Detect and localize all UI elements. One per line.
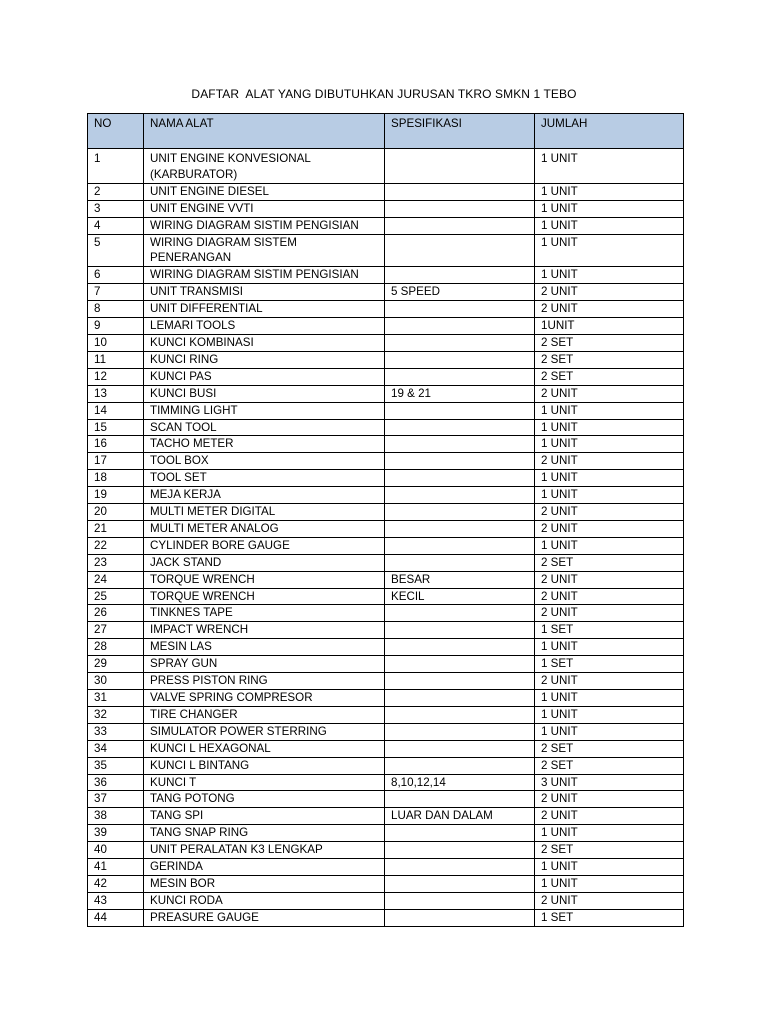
cell-qty: 1 UNIT (535, 859, 684, 876)
cell-name: UNIT TRANSMISI (144, 284, 385, 301)
table-row (88, 234, 684, 267)
cell-spec (385, 470, 535, 487)
table-row (88, 825, 684, 842)
cell-qty: 2 UNIT (535, 571, 684, 588)
cell-name: TORQUE WRENCH (144, 571, 385, 588)
cell-qty: 1 UNIT (535, 875, 684, 892)
cell-spec (385, 200, 535, 217)
table-row (88, 723, 684, 740)
cell-spec (385, 723, 535, 740)
cell-no: 37 (88, 791, 144, 808)
cell-qty: 1 UNIT (535, 723, 684, 740)
cell-spec (385, 892, 535, 909)
equipment-table (87, 113, 684, 927)
cell-name: MESIN BOR (144, 875, 385, 892)
cell-qty: 2 UNIT (535, 385, 684, 402)
cell-no: 2 (88, 183, 144, 200)
cell-spec (385, 183, 535, 200)
table-row (88, 453, 684, 470)
cell-no: 18 (88, 470, 144, 487)
cell-no: 22 (88, 537, 144, 554)
table-row (88, 149, 684, 184)
table-row (88, 842, 684, 859)
cell-name: TACHO METER (144, 436, 385, 453)
table-row (88, 774, 684, 791)
cell-spec (385, 217, 535, 234)
cell-no: 38 (88, 808, 144, 825)
cell-spec (385, 318, 535, 335)
cell-no: 12 (88, 368, 144, 385)
table-row (88, 537, 684, 554)
header-no: NO (88, 114, 144, 149)
cell-no: 39 (88, 825, 144, 842)
cell-spec (385, 301, 535, 318)
cell-no: 31 (88, 690, 144, 707)
cell-no: 9 (88, 318, 144, 335)
cell-spec (385, 706, 535, 723)
cell-no: 32 (88, 706, 144, 723)
table-row (88, 571, 684, 588)
cell-qty: 1UNIT (535, 318, 684, 335)
cell-spec (385, 605, 535, 622)
cell-qty: 2 SET (535, 757, 684, 774)
cell-qty: 2 UNIT (535, 605, 684, 622)
cell-name: PREASURE GAUGE (144, 909, 385, 926)
cell-qty: 1 UNIT (535, 200, 684, 217)
cell-name: TORQUE WRENCH (144, 588, 385, 605)
cell-name: TOOL SET (144, 470, 385, 487)
cell-name: MEJA KERJA (144, 487, 385, 504)
cell-no: 24 (88, 571, 144, 588)
table-header-row (88, 114, 684, 149)
cell-no: 30 (88, 673, 144, 690)
cell-spec (385, 267, 535, 284)
table-row (88, 791, 684, 808)
cell-qty: 2 UNIT (535, 673, 684, 690)
table-row (88, 200, 684, 217)
table-row (88, 318, 684, 335)
cell-qty: 2 UNIT (535, 301, 684, 318)
cell-qty: 2 UNIT (535, 520, 684, 537)
cell-qty: 1 UNIT (535, 402, 684, 419)
cell-name: JACK STAND (144, 554, 385, 571)
cell-no: 20 (88, 504, 144, 521)
cell-qty: 1 UNIT (535, 487, 684, 504)
cell-name: TIMMING LIGHT (144, 402, 385, 419)
cell-no: 11 (88, 351, 144, 368)
table-row (88, 487, 684, 504)
cell-spec (385, 656, 535, 673)
cell-no: 33 (88, 723, 144, 740)
cell-qty: 1 UNIT (535, 470, 684, 487)
cell-name: KUNCI BUSI (144, 385, 385, 402)
cell-name: SIMULATOR POWER STERRING (144, 723, 385, 740)
cell-spec (385, 673, 535, 690)
cell-qty: 2 UNIT (535, 588, 684, 605)
cell-no: 1 (88, 149, 144, 184)
cell-qty: 1 UNIT (535, 419, 684, 436)
cell-no: 10 (88, 334, 144, 351)
cell-name: WIRING DIAGRAM SISTEM PENERANGAN (144, 234, 385, 267)
table-row (88, 808, 684, 825)
cell-no: 19 (88, 487, 144, 504)
cell-no: 29 (88, 656, 144, 673)
cell-qty: 3 UNIT (535, 774, 684, 791)
cell-qty: 1 UNIT (535, 149, 684, 184)
cell-no: 34 (88, 740, 144, 757)
table-row (88, 706, 684, 723)
table-row (88, 588, 684, 605)
cell-name: TANG POTONG (144, 791, 385, 808)
cell-spec: 19 & 21 (385, 385, 535, 402)
table-row (88, 385, 684, 402)
cell-no: 4 (88, 217, 144, 234)
cell-no: 3 (88, 200, 144, 217)
cell-spec: BESAR (385, 571, 535, 588)
cell-name: LEMARI TOOLS (144, 318, 385, 335)
table-row (88, 470, 684, 487)
cell-spec (385, 234, 535, 267)
cell-spec (385, 875, 535, 892)
cell-qty: 2 UNIT (535, 284, 684, 301)
cell-spec (385, 859, 535, 876)
cell-no: 27 (88, 622, 144, 639)
table-row (88, 301, 684, 318)
cell-no: 26 (88, 605, 144, 622)
table-row (88, 605, 684, 622)
cell-name: CYLINDER BORE GAUGE (144, 537, 385, 554)
table-row (88, 520, 684, 537)
table-row (88, 267, 684, 284)
table-row (88, 368, 684, 385)
cell-spec (385, 842, 535, 859)
cell-name: KUNCI T (144, 774, 385, 791)
table-row (88, 673, 684, 690)
cell-spec (385, 487, 535, 504)
table-row (88, 859, 684, 876)
cell-no: 40 (88, 842, 144, 859)
cell-no: 8 (88, 301, 144, 318)
cell-name: PRESS PISTON RING (144, 673, 385, 690)
cell-spec (385, 909, 535, 926)
table-row (88, 740, 684, 757)
table-row (88, 402, 684, 419)
cell-qty: 2 SET (535, 351, 684, 368)
cell-spec (385, 825, 535, 842)
cell-no: 16 (88, 436, 144, 453)
cell-name: UNIT ENGINE KONVESIONAL (KARBURATOR) (144, 149, 385, 184)
cell-qty: 1 UNIT (535, 436, 684, 453)
cell-no: 21 (88, 520, 144, 537)
cell-no: 36 (88, 774, 144, 791)
cell-name: TIRE CHANGER (144, 706, 385, 723)
cell-name: MULTI METER DIGITAL (144, 504, 385, 521)
cell-spec (385, 554, 535, 571)
cell-name: SPRAY GUN (144, 656, 385, 673)
cell-name: GERINDA (144, 859, 385, 876)
cell-qty: 2 SET (535, 368, 684, 385)
cell-no: 43 (88, 892, 144, 909)
cell-name: WIRING DIAGRAM SISTIM PENGISIAN (144, 217, 385, 234)
table-row (88, 656, 684, 673)
cell-qty: 1 UNIT (535, 234, 684, 267)
cell-no: 44 (88, 909, 144, 926)
cell-qty: 1 SET (535, 656, 684, 673)
header-spec: SPESIFIKASI (385, 114, 535, 149)
cell-no: 6 (88, 267, 144, 284)
cell-name: WIRING DIAGRAM SISTIM PENGISIAN (144, 267, 385, 284)
cell-spec (385, 622, 535, 639)
cell-no: 7 (88, 284, 144, 301)
table-row (88, 639, 684, 656)
table-body (88, 149, 684, 927)
cell-name: KUNCI RING (144, 351, 385, 368)
cell-name: VALVE SPRING COMPRESOR (144, 690, 385, 707)
cell-name: TANG SPI (144, 808, 385, 825)
cell-name: UNIT DIFFERENTIAL (144, 301, 385, 318)
cell-qty: 2 SET (535, 554, 684, 571)
cell-spec (385, 436, 535, 453)
cell-spec (385, 453, 535, 470)
cell-name: TOOL BOX (144, 453, 385, 470)
cell-no: 15 (88, 419, 144, 436)
cell-qty: 1 UNIT (535, 825, 684, 842)
cell-name: MESIN LAS (144, 639, 385, 656)
cell-qty: 2 UNIT (535, 892, 684, 909)
table-row (88, 504, 684, 521)
cell-name: KUNCI L BINTANG (144, 757, 385, 774)
cell-qty: 1 UNIT (535, 217, 684, 234)
cell-no: 13 (88, 385, 144, 402)
table-row (88, 909, 684, 926)
cell-spec: LUAR DAN DALAM (385, 808, 535, 825)
cell-no: 41 (88, 859, 144, 876)
header-qty: JUMLAH (535, 114, 684, 149)
cell-qty: 1 UNIT (535, 706, 684, 723)
cell-qty: 1 UNIT (535, 690, 684, 707)
table-row (88, 554, 684, 571)
cell-spec (385, 368, 535, 385)
cell-qty: 2 SET (535, 334, 684, 351)
cell-spec (385, 520, 535, 537)
cell-name: SCAN TOOL (144, 419, 385, 436)
table-row (88, 284, 684, 301)
cell-spec (385, 504, 535, 521)
table-row (88, 622, 684, 639)
cell-name: UNIT PERALATAN K3 LENGKAP (144, 842, 385, 859)
cell-spec: KECIL (385, 588, 535, 605)
table-row (88, 757, 684, 774)
cell-spec (385, 402, 535, 419)
cell-spec (385, 537, 535, 554)
cell-name: UNIT ENGINE DIESEL (144, 183, 385, 200)
table-row (88, 419, 684, 436)
table-row (88, 892, 684, 909)
cell-name: KUNCI PAS (144, 368, 385, 385)
cell-qty: 1 SET (535, 622, 684, 639)
cell-spec: 5 SPEED (385, 284, 535, 301)
cell-qty: 1 SET (535, 909, 684, 926)
table-row (88, 334, 684, 351)
cell-qty: 2 SET (535, 842, 684, 859)
cell-name: KUNCI KOMBINASI (144, 334, 385, 351)
cell-qty: 2 SET (535, 740, 684, 757)
cell-no: 35 (88, 757, 144, 774)
cell-name: KUNCI RODA (144, 892, 385, 909)
cell-spec (385, 791, 535, 808)
cell-no: 28 (88, 639, 144, 656)
cell-qty: 2 UNIT (535, 504, 684, 521)
cell-name: IMPACT WRENCH (144, 622, 385, 639)
cell-spec (385, 419, 535, 436)
cell-name: MULTI METER ANALOG (144, 520, 385, 537)
table-row (88, 875, 684, 892)
table-row (88, 690, 684, 707)
header-name: NAMA ALAT (144, 114, 385, 149)
cell-spec (385, 639, 535, 656)
cell-spec (385, 351, 535, 368)
table-row (88, 436, 684, 453)
cell-qty: 2 UNIT (535, 791, 684, 808)
table-row (88, 217, 684, 234)
cell-qty: 1 UNIT (535, 183, 684, 200)
table-row (88, 351, 684, 368)
cell-spec (385, 757, 535, 774)
cell-no: 42 (88, 875, 144, 892)
cell-no: 5 (88, 234, 144, 267)
cell-no: 17 (88, 453, 144, 470)
cell-spec (385, 149, 535, 184)
cell-no: 23 (88, 554, 144, 571)
document-title: DAFTAR ALAT YANG DIBUTUHKAN JURUSAN TKRO SMKN 1 TEBO (191, 87, 577, 101)
cell-name: KUNCI L HEXAGONAL (144, 740, 385, 757)
cell-name: TINKNES TAPE (144, 605, 385, 622)
cell-qty: 1 UNIT (535, 537, 684, 554)
cell-spec (385, 334, 535, 351)
cell-spec (385, 690, 535, 707)
cell-qty: 1 UNIT (535, 639, 684, 656)
cell-no: 14 (88, 402, 144, 419)
table-row (88, 183, 684, 200)
cell-spec: 8,10,12,14 (385, 774, 535, 791)
cell-qty: 2 UNIT (535, 453, 684, 470)
cell-qty: 2 UNIT (535, 808, 684, 825)
cell-name: UNIT ENGINE VVTI (144, 200, 385, 217)
cell-no: 25 (88, 588, 144, 605)
cell-name: TANG SNAP RING (144, 825, 385, 842)
cell-qty: 1 UNIT (535, 267, 684, 284)
cell-spec (385, 740, 535, 757)
